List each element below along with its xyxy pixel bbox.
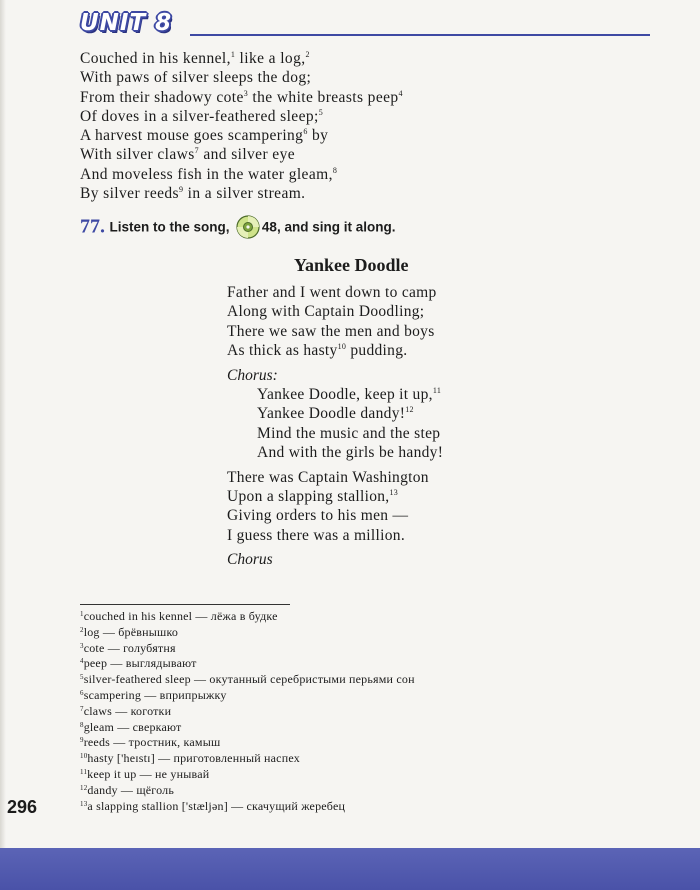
footnote-text: claws — коготки — [83, 703, 172, 718]
footnote — [80, 783, 415, 799]
footnote-text: peep — выглядывают — [83, 656, 197, 671]
poem-line — [80, 145, 403, 164]
line-text: Giving orders to his men — — [227, 507, 409, 525]
song-line — [227, 526, 443, 545]
footnote-text: a slapping stallion ['stæljən] — скачущий жеребец — [87, 798, 346, 813]
bottom-band — [0, 848, 700, 890]
footnote-number: 7 — [80, 704, 84, 713]
line-text: in a silver stream. — [183, 185, 306, 203]
footnote-ref: 1 — [230, 50, 236, 59]
line-text: and silver eye — [199, 146, 296, 164]
chorus-line — [257, 404, 443, 423]
line-text: And moveless fish in the water gleam, — [80, 165, 333, 183]
line-text: With silver claws — [80, 146, 195, 164]
footnote-number: 1 — [80, 610, 84, 618]
song-verse-2 — [227, 468, 443, 546]
chorus-line — [257, 424, 443, 443]
poem-line — [80, 49, 403, 68]
footnote-number: 2 — [80, 625, 84, 634]
footnote-ref: 12 — [405, 405, 414, 415]
line-text: By silver reeds — [80, 185, 179, 203]
line-text: Upon a slapping stallion, — [227, 488, 390, 506]
song-line — [227, 487, 443, 506]
line-text: With paws of silver sleeps the dog; — [80, 69, 312, 87]
footnote-text: dandy — щёголь — [87, 782, 175, 797]
line-text: And with the girls be handy! — [257, 444, 444, 462]
footnote-ref: 6 — [303, 127, 308, 137]
cd-icon — [236, 215, 260, 239]
line-text: Yankee Doodle, keep it up, — [257, 386, 433, 404]
line-text: I guess there was a million. — [227, 526, 405, 544]
song-line — [227, 322, 443, 341]
line-text: Of doves in a silver-feathered sleep; — [80, 107, 319, 125]
song-line — [227, 302, 443, 321]
line-text: A harvest mouse goes scampering — [80, 127, 304, 145]
footnote-number: 5 — [80, 673, 84, 682]
poem-line — [80, 88, 403, 107]
line-text: From their shadowy cote — [80, 88, 244, 106]
chorus-label: Chorus: — [227, 366, 278, 384]
footnote — [80, 609, 415, 625]
footnote — [80, 672, 415, 688]
footnote-text: scampering — вприпрыжку — [83, 687, 227, 702]
exercise-number: 77. — [80, 215, 105, 238]
page-number: 296 — [7, 797, 38, 817]
line-text: Couched in his kennel, — [80, 50, 231, 67]
footnote-number: 3 — [80, 641, 84, 650]
song-line — [227, 468, 443, 487]
footnote-ref: 8 — [332, 165, 338, 175]
line-text: the white breasts peep — [248, 88, 399, 106]
footnote-number: 12 — [80, 783, 88, 792]
footnotes — [80, 609, 415, 814]
footnote-number: 6 — [80, 688, 84, 697]
exercise-text-before: Listen to the song, — [109, 219, 230, 235]
poem-line — [80, 107, 403, 126]
footnote-text: couched in his kennel — лёжа в будке — [83, 609, 278, 623]
song-verse-1 — [227, 283, 443, 361]
song — [227, 283, 443, 570]
line-text: Mind the music and the step — [257, 424, 441, 442]
footnote-ref: 9 — [178, 185, 184, 195]
chorus-line — [257, 443, 443, 462]
page-edge — [0, 0, 6, 890]
line-text: Father and I went down to camp — [227, 284, 437, 301]
chorus-line — [257, 385, 443, 404]
footnote-text: reeds — тростник, камыш — [83, 735, 221, 750]
footnote-text: keep it up — не унывай — [87, 766, 210, 781]
footnote-ref: 2 — [305, 50, 310, 59]
footnote-rule — [80, 604, 290, 605]
poem-line — [80, 184, 403, 203]
footnote-ref: 13 — [389, 488, 399, 498]
footnote-number: 11 — [80, 767, 88, 776]
unit-header — [80, 8, 650, 42]
exercise-text-after: , and sing it along. — [276, 219, 396, 235]
footnote-number: 9 — [80, 736, 84, 745]
footnote-text: hasty ['heɪstɪ] — приготовленный наспех — [87, 751, 300, 766]
footnote — [80, 735, 415, 751]
footnote — [80, 688, 415, 704]
footnote — [80, 720, 415, 736]
footnote-ref: 7 — [194, 146, 200, 156]
footnote — [80, 625, 415, 641]
footnote-ref: 4 — [398, 88, 403, 98]
poem — [80, 49, 403, 203]
song-title: Yankee Doodle — [294, 255, 409, 275]
poem-line — [80, 165, 403, 184]
footnote-number: 13 — [80, 799, 88, 808]
header-rule — [190, 34, 650, 36]
exercise-77 — [80, 215, 395, 243]
footnote-ref: 10 — [337, 342, 347, 352]
footnote — [80, 704, 415, 720]
footnote — [80, 656, 415, 672]
footnote — [80, 767, 415, 783]
song-chorus — [227, 385, 443, 463]
song-line — [227, 283, 443, 302]
footnote-ref: 11 — [432, 386, 442, 396]
footnote — [80, 799, 415, 815]
footnote — [80, 641, 415, 657]
footnote-number: 10 — [80, 752, 88, 761]
line-text: by — [307, 127, 329, 145]
footnote-number: 8 — [80, 720, 84, 729]
song-line — [227, 341, 443, 360]
footnote-ref: 5 — [318, 107, 324, 117]
chorus-end-label: Chorus — [227, 551, 273, 569]
song-line — [227, 506, 443, 525]
footnote-text: silver-feathered sleep — окутанный серебристыми перьями сон — [83, 672, 415, 687]
footnote-ref: 3 — [243, 88, 249, 98]
poem-line — [80, 126, 403, 145]
line-text: pudding. — [346, 342, 408, 360]
line-text: There we saw the men and boys — [227, 322, 435, 340]
footnote-text: cote — голубятня — [83, 640, 176, 655]
footnote-number: 4 — [80, 657, 84, 666]
line-text: Yankee Doodle dandy! — [257, 405, 406, 423]
line-text: Along with Captain Doodling; — [227, 303, 425, 321]
footnote — [80, 751, 415, 767]
line-text: like a log, — [235, 50, 306, 67]
footnote-text: gleam — сверкают — [83, 719, 182, 734]
footnote-text: log — брёвнышко — [83, 624, 179, 639]
line-text: As thick as hasty — [227, 342, 338, 360]
unit-badge: UNIT 8 — [80, 10, 173, 36]
track-number: 48 — [261, 219, 277, 235]
poem-line — [80, 68, 403, 87]
line-text: There was Captain Washington — [227, 468, 429, 486]
